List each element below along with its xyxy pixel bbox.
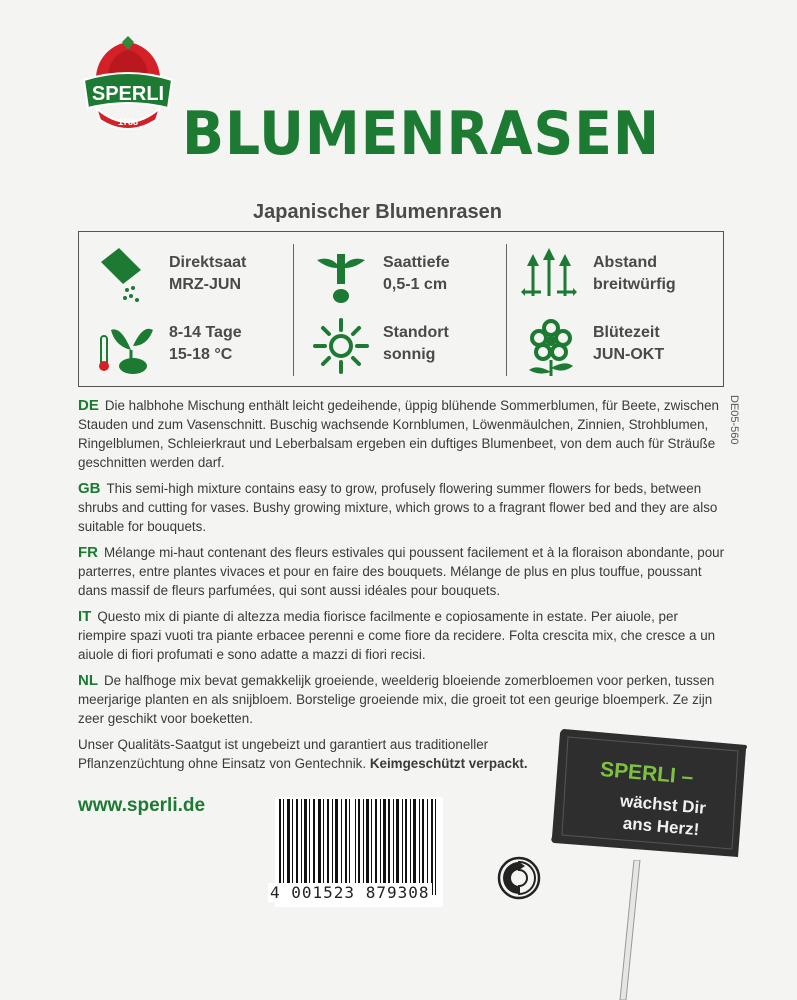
info-location	[311, 316, 501, 376]
description-de	[78, 396, 728, 472]
description-gb	[78, 479, 728, 536]
recycling-icon	[497, 856, 541, 900]
description-text: This semi-high mixture contains easy to grow, profusely flowering summer flowers for beds, between shrubs and cutting for vases. Bushy growing mixture, which grows to a fragrant flower bed and they are also suitable for bouquets.	[78, 481, 718, 534]
lang-code: IT	[78, 608, 92, 625]
description-nl	[78, 671, 728, 728]
info-value: breitwürfig	[593, 276, 676, 293]
info-value: sonnig	[383, 346, 436, 363]
info-label: Blütezeit	[593, 324, 660, 341]
info-label: Standort	[383, 324, 449, 341]
sowing-depth-icon	[311, 246, 371, 308]
info-bloom-time	[521, 316, 711, 376]
logo-wordmark: SPERLI	[91, 83, 165, 105]
info-label: Abstand	[593, 254, 657, 271]
lang-code: FR	[78, 544, 98, 561]
lang-code: NL	[78, 672, 98, 689]
info-value: 15-18 °C	[169, 346, 233, 363]
sign-brand: SPERLI –	[599, 757, 695, 790]
quality-note	[78, 735, 548, 773]
flower-icon	[521, 316, 581, 378]
info-value: MRZ-JUN	[169, 276, 241, 293]
barcode-number: 4 001523 879308	[270, 883, 430, 902]
growing-info-box	[78, 231, 724, 387]
sperli-logo	[78, 36, 178, 136]
quality-text: Unser Qualitäts-Saatgut ist ungebeizt und garantiert aus traditioneller Pflanzenzüchtung ohne Einsatz von Gentechnik.	[78, 737, 489, 771]
lang-code: GB	[78, 480, 101, 497]
product-code: DE05-560	[728, 395, 740, 445]
info-germination	[97, 316, 287, 376]
quality-bold: Keimgeschützt verpackt.	[369, 756, 528, 771]
description-text: De halfhoge mix bevat gemakkelijk groeiende, weelderig bloeiende zomerbloemen voor perken, tussen meerjarige planten en als snijbloem. Borstelige groeiende mix, die groeit tot een geurige bloemperk. Ze zijn zeer geschikt voor boeketten.	[78, 673, 715, 726]
sign-slogan-line: ans Herz!	[622, 813, 701, 840]
germination-icon	[97, 316, 157, 378]
info-label: 8-14 Tage	[169, 324, 242, 341]
description-text: Mélange mi-haut contenant des fleurs estivales qui poussent facilement et à la floraison abondante, pour parterres, entre plantes vivaces et pour en faire des bouquets. Mélange de plus en plus touffue, poussant dans massif de fleurs parfumées, qui sont aussi idéales pour bouquets.	[78, 545, 725, 598]
info-spacing	[521, 246, 711, 306]
website-url[interactable]: www.sperli.de	[78, 795, 206, 816]
info-direct-sowing	[97, 246, 287, 306]
product-title: BLUMENRASEN	[182, 99, 660, 169]
sign-slogan-line: wächst Dir	[619, 791, 707, 818]
sun-icon	[311, 316, 371, 378]
info-label: Direktsaat	[169, 254, 247, 271]
descriptions	[78, 396, 728, 780]
description-text: Die halbhohe Mischung enthält leicht gedeihende, üppig blühende Sommerblumen, für Beete, zwischen Stauden und zum Vasenschnitt. Buschig wachsende Kornblumen, Löwenmäulchen, Zinnien, Strohblumen, Ringelblumen, Schleierkraut und Leberbalsam ergeben ein duftiges Blumenbeet, von dem auch für Sträuße geschnitten werden darf.	[78, 398, 719, 470]
logo-year: 1788	[117, 117, 139, 127]
description-it	[78, 607, 728, 664]
description-text: Questo mix di piante di altezza media fiorisce facilmente e copiosamente in estate. Per aiuole, per riempire spazi vuoti tra piante erbacee perenni e come fiore da recidere. Folta crescita mix, che cresce a un aiuole di fiori profumati e sono adatte a mazzi di fiori recisi.	[78, 609, 716, 662]
description-fr	[78, 543, 728, 600]
lang-code: DE	[78, 397, 99, 414]
sign-stick	[616, 860, 646, 1000]
seed-packet-icon	[97, 246, 157, 308]
spacing-icon	[521, 246, 581, 308]
info-label: Saattiefe	[383, 254, 450, 271]
info-sowing-depth	[311, 246, 501, 306]
info-value: 0,5-1 cm	[383, 276, 448, 293]
product-subtitle: Japanischer Blumenrasen	[253, 201, 502, 223]
info-value: JUN-OKT	[593, 346, 665, 363]
